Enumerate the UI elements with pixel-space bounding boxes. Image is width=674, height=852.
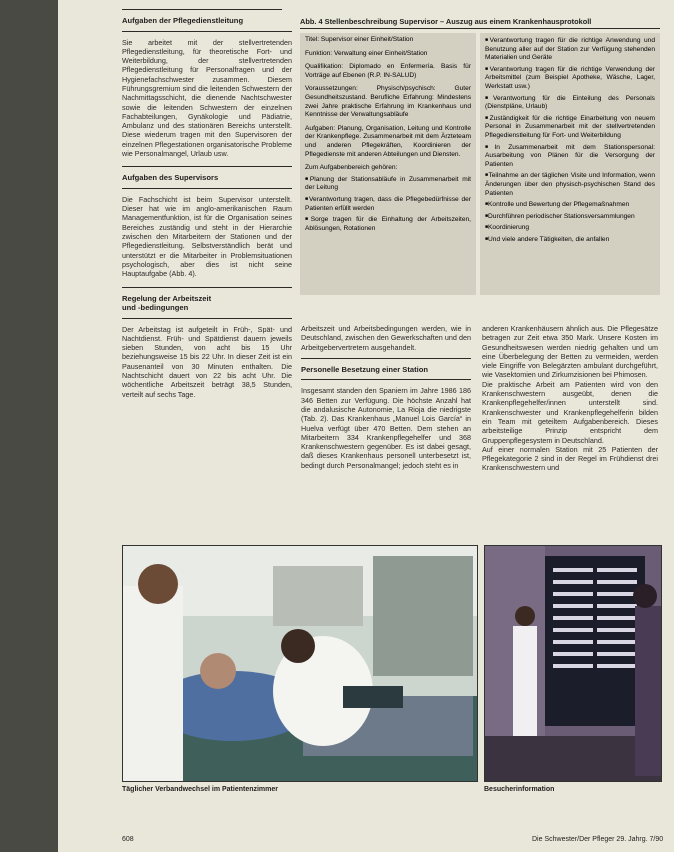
heading-rule: [122, 31, 292, 32]
box-bullet: ■ Durchführen periodischer Stationsversammlungen: [485, 212, 655, 222]
paragraph-besetzung: Insgesamt standen den Spaniern im Jahre 1986 186 346 Betten zur Verfügung. Die höchste Anzahl hat die andalusische Autonomie, La Rioja die niedrigste (Tab. 2). Das Krankenhaus „Manuel Lois García“ in Huelva verfügt über 470 Betten. Dem stehen an Mitarbeitern 334 Krankenpflegehelfer und 368 Krankenschwestern gegenüber. Es ist dabei gesagt, daß dieses Krankenhaus personell unterbesetzt ist, bedingt durch Personalmangel; jedoch steht es in: [301, 386, 471, 470]
left-column: [122, 9, 292, 405]
heading-rule: [301, 379, 471, 380]
heading-pflegedienstleitung: Aufgaben der Pflegedienstleitung: [122, 16, 244, 25]
heading-arbeitszeit: Regelung der Arbeitszeit: [122, 293, 212, 303]
figure-box-supervisor: [300, 17, 660, 295]
heading-rule: [122, 287, 292, 288]
box-bullet: ■ Sorge tragen für die Einhaltung der Arbeitszeiten, Ablösungen, Rotationen: [305, 215, 471, 233]
middle-column: [301, 324, 471, 476]
photo-scene-patient-room: [123, 546, 477, 781]
heading-rule: [122, 188, 292, 189]
box-bullet: ■ Verantwortung für die Einteilung des Personals (Dienstpläne, Urlaub): [485, 94, 655, 112]
box-bullet: ■ Planung der Stationsabläufe in Zusammenarbeit mit der Leitung: [305, 175, 471, 193]
photo-caption-besucherinformation: Besucherinformation: [484, 786, 555, 793]
photo-caption-verbandwechsel: Täglicher Verbandwechsel im Patientenzimmer: [122, 786, 278, 793]
photo-scene-info-board: [485, 546, 661, 781]
paragraph-normale-station: Auf einer normalen Station mit 25 Patienten der Pflegekategorie 2 sind in der Regel im Frühdienst drei Krankenschwestern und: [482, 444, 658, 473]
box-bullet: ■ Und viele andere Tätigkeiten, die anfallen: [485, 235, 655, 245]
paragraph-praktische-arbeit: Die praktische Arbeit am Patienten wird von den Krankenschwestern ausgeübt, denen die Krankenpflegehelfer/innen unterstellt sind. Krankenschwester und Krankenpflegehelferin bilden ein Team mit geteiltem Aufgabenbereich. Dieses arbeitsteilige Prinzip entspricht dem Gruppenpflegesystem in Deutschland.: [482, 379, 658, 445]
photo-verbandwechsel: [122, 545, 478, 782]
page-number: 608: [122, 836, 134, 843]
magazine-page: [58, 0, 674, 852]
right-column: [482, 324, 658, 479]
box-left-panel: [300, 33, 476, 295]
heading-rule: [122, 318, 292, 319]
box-line-title: Titel: Supervisor einer Einheit/Station: [305, 36, 414, 43]
heading-supervisor: Aufgaben des Supervisors: [122, 173, 219, 183]
paragraph-arbeitsbedingungen: Arbeitszeit und Arbeitsbedingungen werden, wie in Deutschland, zwischen den Gewerkschaften und den Arbeitgebervertretern ausgehandelt.: [301, 324, 471, 352]
box-bullet: ■ Zuständigkeit für die richtige Einarbeitung von neuem Personal in Zusammenarbeit mit der stellvertretenden Pflegedienstleitung für Fort- und Weiterbildung: [485, 114, 655, 141]
heading-rule: [301, 358, 471, 359]
box-bullet: ■ Verantwortung tragen, dass die Pflegebedürfnisse der Patienten erfüllt werden: [305, 195, 471, 213]
box-bullet: ■ In Zusammenarbeit mit dem Stationspersonal: Ausarbeitung von Plänen für die Versorgung der Patienten: [485, 143, 655, 170]
paragraph-arbeitszeit: Der Arbeitstag ist aufgeteilt in Früh-, Spät- und Nachtdienst. Früh- und Spätdienst dauern jeweils sieben Stunden, von acht bis 15 Uhr beziehungsweise 15 bis 22 Uhr. In dieser Zeit ist ein Pausenanteil von 30 Minuten enthalten. Die Nachtschicht dauert von 22 bis acht Uhr. Die wöchentliche Arbeitszeit beträgt 38,5 Stunden, verteilt auf sechs Tage.: [122, 324, 292, 399]
box-line-qualification: Qualifikation: Diplomado en Enfermería. Basis für Vorträge auf Ebenen (R.P. IN-SALUD): [305, 63, 471, 79]
box-bullet: ■ Verantwortung tragen für die richtige Verwendung der Arbeitsmittel (zum Beispiel Apotheke, Wäsche, Lager, Werkstatt usw.): [485, 65, 655, 92]
figure-caption: Abb. 4 Stellenbeschreibung Supervisor – Auszug aus einem Krankenhausprotokoll: [300, 17, 660, 29]
top-rule: [122, 9, 282, 10]
box-bullet: ■ Teilnahme an der täglichen Visite und Information, wenn Änderungen über den physisch-psychischen Stand des Patienten: [485, 171, 655, 198]
heading-rule: [122, 166, 292, 167]
heading-besetzung: Personelle Besetzung einer Station: [301, 364, 429, 374]
box-right-panel: [480, 33, 660, 295]
photo-besucherinformation: [484, 545, 662, 782]
journal-footer: Die Schwester/Der Pfleger 29. Jahrg. 7/90: [532, 836, 664, 843]
box-bullet: ■ Koordinierung: [485, 223, 655, 233]
paragraph-supervisor: Die Fachschicht ist beim Supervisor unterstellt. Dieser hat wie im anglo-amerikanischen Raum Managementfunktion, ist für die Organisation seines Bereiches zuständig und steht in der Hierarchie zwischen den Mitarbeitern der Stationen und der Pflegedienstleitung. Selbstverständlich berät und unterstützt er die Mitarbeiter in Problemsituationen psychologisch, aber dies ist nicht seine Hauptaufgabe (Abb. 4).: [122, 194, 292, 279]
box-line-function: Funktion: Verwaltung einer Einheit/Station: [305, 49, 428, 57]
box-bullet: ■ Verantwortung tragen für die richtige Anwendung und Benutzung aller auf der Station zur Verfügung stehenden Materialien und Geräte: [485, 36, 655, 63]
box-line-tasks: Aufgaben: Planung, Organisation, Leitung und Kontrolle der Krankenpflege. Zusammenarbeit mit dem Ärzteteam und anderen Pflegekräften, Koordinieren der Pflegedienste mit anderen Abteilungen und Diensten.: [305, 124, 471, 158]
box-bullet: ■ Kontrolle und Bewertung der Pflegemaßnahmen: [485, 200, 655, 210]
paragraph-kosten: anderen Krankenhäusern ähnlich aus. Die Pflegesätze betragen zur Zeit etwa 350 Mark. Unsere Kosten im Gesundheitswesen werden niedrig gehalten und um eine Überbelegung der Betten zu vermeiden, werden viele Eingriffe von Belegärzten ambulant durchgeführt, wie Vasektomien und Zirkumzisionen bei Phimosen.: [482, 324, 658, 380]
box-line-requirements: Voraussetzungen: Physisch/psychisch: Guter Gesundheitszustand. Berufliche Erfahrung: Mindestens zwei Jahre praktische Erfahrung im Krankenhaus und Kenntnisse der Verwaltungsabläufe: [305, 85, 471, 119]
paragraph-pflegedienstleitung: Sie arbeitet mit der stellvertretenden Pflegedienstleitung, für theoretische Fort- und Weiterbildung, der stellvertretenden Pflegedienstleitung für Personalfragen und der Hygienefachschwester zusammen. Diesem Führungsgremium sind die leitenden Schwestern der Nachmittagsschicht, die dienende Nachtschwester sowie die leitenden Schwestern der einzelnen Fachabteilungen, Gynäkologie und Pädiatrie, Ambulanz und des stationären Bereichs unterstellt. Diese wiederum tragen mit den Supervisoren der einzelnen Pflegestationen organisatorische Probleme wie Personalmangel, Urlaub usw.: [122, 37, 292, 159]
box-subheading: Zum Aufgabenbereich gehören:: [305, 164, 398, 172]
heading-arbeitszeit-2: und -bedingungen: [122, 303, 189, 313]
